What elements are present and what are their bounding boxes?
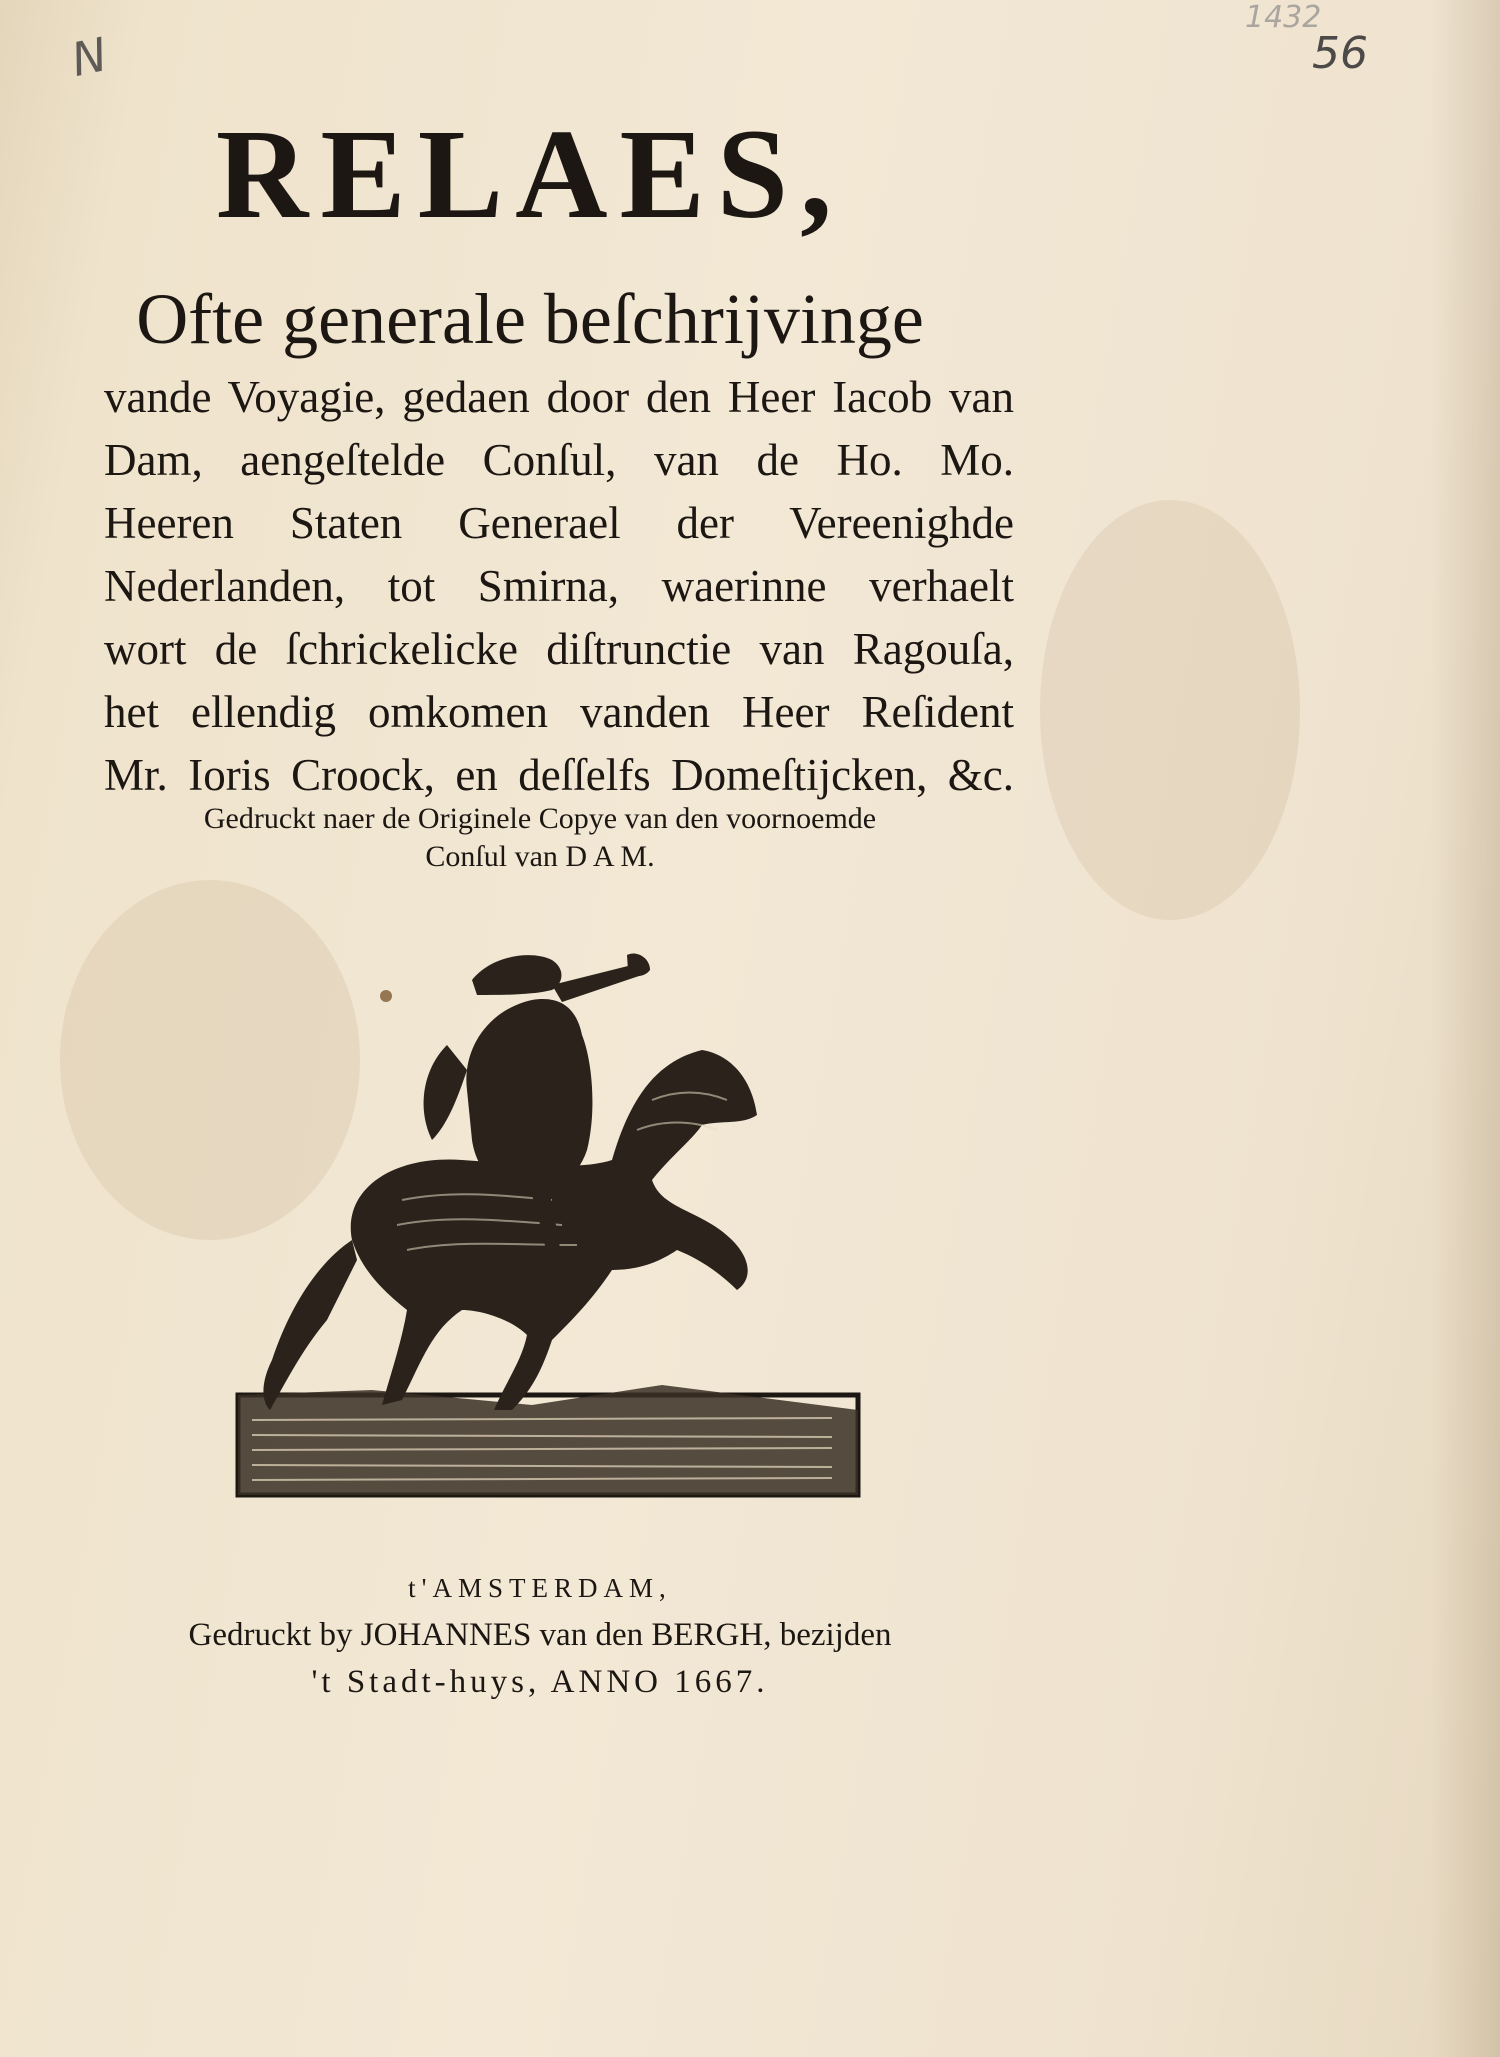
imprint-note <box>110 800 970 876</box>
imprint-line: Conſul van D A M. <box>425 840 655 873</box>
page-subtitle: Ofte generale beſchrijvinge <box>136 279 924 359</box>
handwritten-number-faint: 1432 <box>1245 0 1322 35</box>
body-line: wort de ſchrickelicke diſtrunctie van Ragouſa, <box>104 624 1014 674</box>
body-line: het ellendig omkomen vanden Heer Reſident <box>104 687 1014 737</box>
body-line: Heeren Staten Generael der Vereenighde <box>104 498 1014 548</box>
body-line: Mr. Ioris Croock, en deſſelfs Domeſtijcken, &c. <box>104 750 1014 800</box>
colophon-date: 't Stadt-huys, ANNO 1667. <box>311 1664 769 1700</box>
page-title: RELAES, <box>215 103 845 245</box>
imprint-line: Gedruckt naer de Originele Copye van den voornoemde <box>203 802 877 835</box>
body-line: Dam, aengeſtelde Conſul, van de Ho. Mo. <box>104 435 1014 485</box>
handwritten-mark: N <box>66 27 112 87</box>
body-line: Nederlanden, tot Smirna, waerinne verhaelt <box>104 561 1014 611</box>
colophon-printer: Gedruckt by JOHANNES van den BERGH, bezijden <box>188 1617 892 1653</box>
page-number: 56 <box>1312 28 1368 79</box>
page-edge-shadow <box>1430 0 1500 2057</box>
title-body <box>104 366 1014 807</box>
woodcut-horseman-blowing-horn-icon <box>232 940 862 1510</box>
body-line: vande Voyagie, gedaen door den Heer Iacob van <box>104 372 1014 422</box>
colophon <box>90 1565 990 1706</box>
colophon-city: t'AMSTERDAM, <box>408 1573 672 1603</box>
paper-stain <box>1040 500 1300 920</box>
